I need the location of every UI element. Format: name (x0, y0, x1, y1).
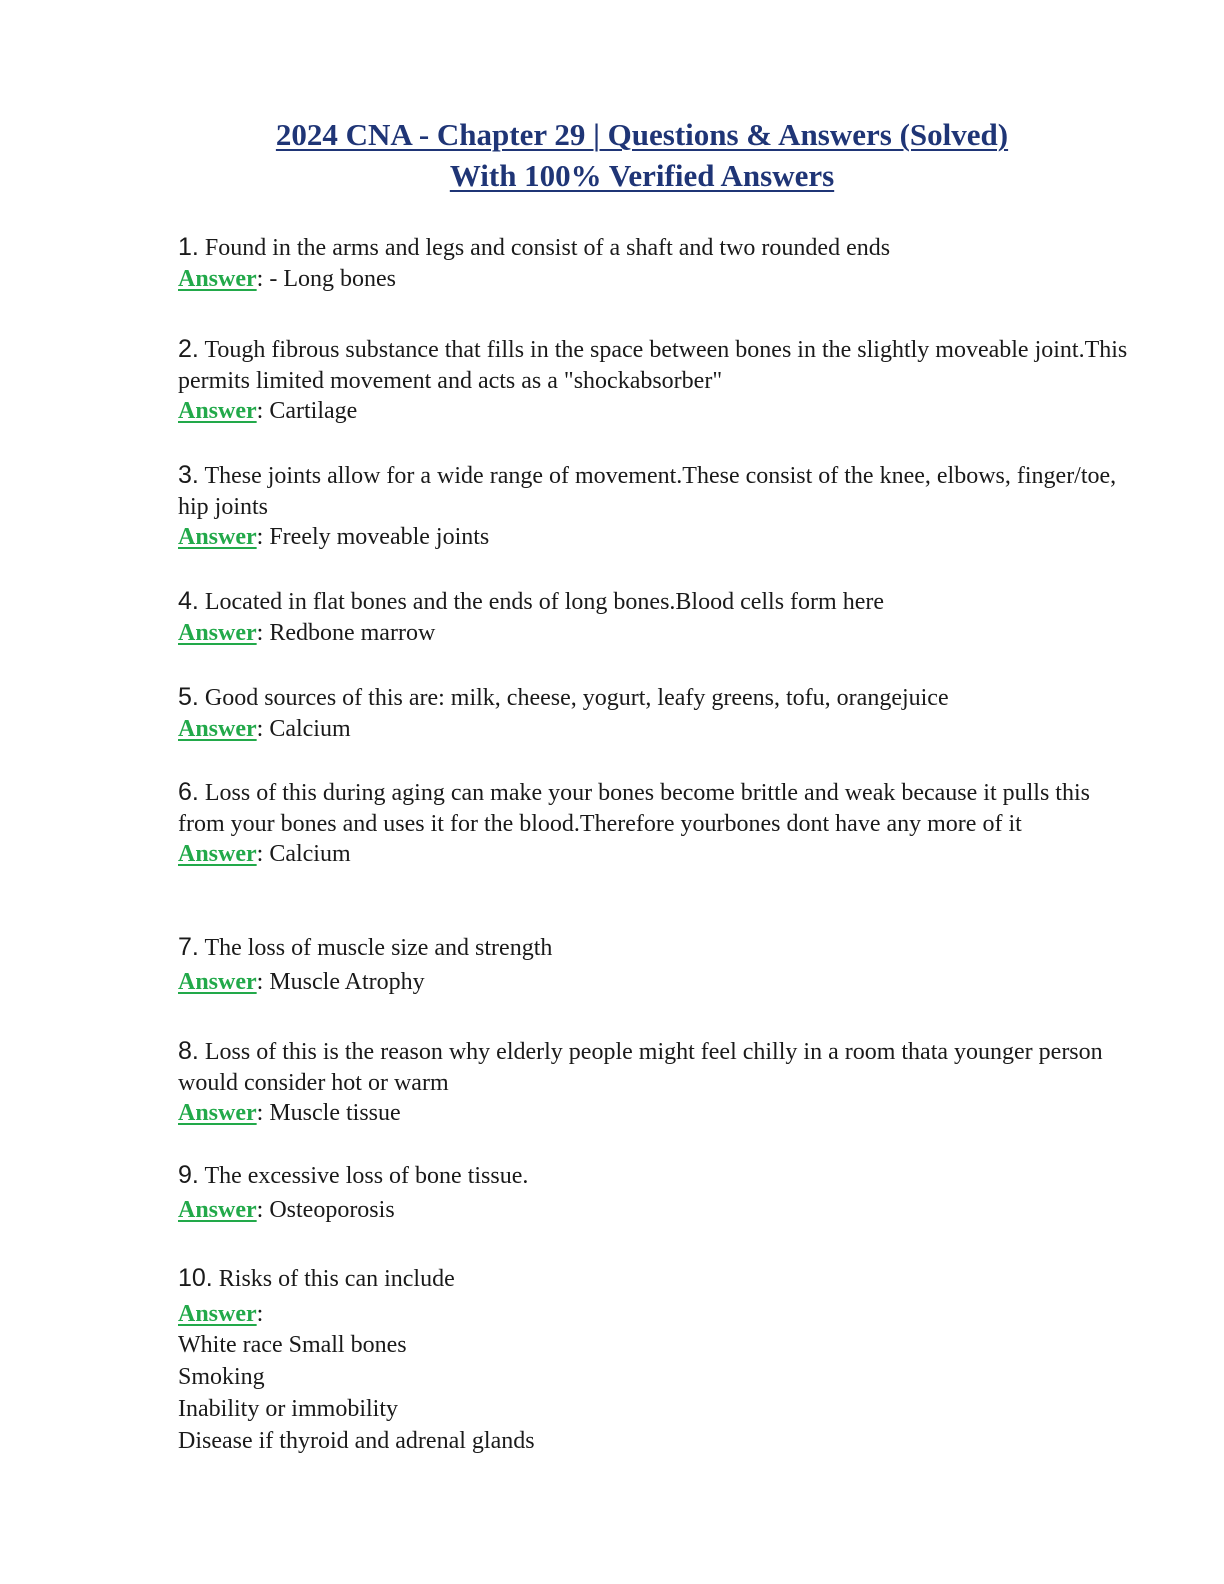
qa-item-9 (178, 1160, 1138, 1225)
question-number: 10. (178, 1264, 213, 1292)
answer-label: Answer (178, 524, 257, 551)
answer-label: Answer (178, 619, 257, 646)
question-number: 5. (178, 683, 199, 711)
question-text: The excessive loss of bone tissue. (204, 1163, 529, 1189)
question (178, 1160, 1138, 1192)
answer (178, 1195, 1138, 1226)
answer-list-item: Smoking (178, 1364, 265, 1391)
question (178, 586, 1138, 618)
title-line-1: 2024 CNA - Chapter 29 | Questions & Answers (Solved) (275, 117, 1009, 152)
question (178, 460, 1138, 522)
answer-list-item: White race Small bones (178, 1332, 407, 1359)
answer-text: : Calcium (256, 841, 351, 868)
qa-item-2 (178, 334, 1138, 427)
answer-text: : Muscle Atrophy (256, 968, 425, 995)
answer (178, 522, 1138, 553)
answer-list-item: Disease if thyroid and adrenal glands (178, 1428, 535, 1455)
question (178, 232, 1138, 264)
question (178, 1036, 1138, 1098)
answer (178, 839, 1138, 870)
question (178, 932, 1138, 964)
question (178, 334, 1138, 396)
answer-text: : Osteoporosis (256, 1196, 395, 1223)
answer-text: : Cartilage (256, 398, 358, 425)
answer-text: : (256, 1300, 264, 1327)
question (178, 1263, 1138, 1295)
question-number: 6. (178, 778, 199, 806)
question-number: 8. (178, 1037, 199, 1065)
question-text: Tough fibrous substance that fills in the space between bones in the slightly moveable joint.This permits limited movement and acts as a "shockabsorber" (178, 337, 1128, 394)
question-text: These joints allow for a wide range of movement.These consist of the knee, elbows, finger/toe, hip joints (178, 463, 1117, 520)
question (178, 777, 1138, 839)
question-number: 2. (178, 335, 199, 363)
answer-label: Answer (178, 841, 257, 868)
qa-item-8 (178, 1036, 1138, 1129)
question-text: Found in the arms and legs and consist of a shaft and two rounded ends (204, 235, 891, 261)
question-number: 1. (178, 233, 199, 261)
question-text: Loss of this is the reason why elderly people might feel chilly in a room thata younger person would consider hot or warm (178, 1039, 1103, 1096)
answer-label: Answer (178, 1300, 257, 1327)
answer-label: Answer (178, 265, 257, 292)
answer-text: : Calcium (256, 715, 351, 742)
answer-label: Answer (178, 715, 257, 742)
answer-label: Answer (178, 1196, 257, 1223)
answer-label: Answer (178, 1100, 257, 1127)
question-number: 7. (178, 933, 199, 961)
answer-text: : Muscle tissue (256, 1100, 401, 1127)
title-line-2: With 100% Verified Answers (449, 158, 835, 193)
question-number: 4. (178, 587, 199, 615)
question-text: Loss of this during aging can make your bones become brittle and weak because it pulls this from your bones and uses it for the blood.Therefore yourbones dont have any more of it (178, 780, 1090, 837)
qa-item-1 (178, 232, 1138, 294)
answer-text: : Freely moveable joints (256, 524, 490, 551)
answer (178, 396, 1138, 427)
question-number: 9. (178, 1161, 199, 1189)
answer (178, 714, 1138, 745)
answer-list-item: Inability or immobility (178, 1396, 398, 1423)
qa-item-4 (178, 586, 1138, 648)
answer (178, 264, 1138, 295)
question-text: Located in flat bones and the ends of long bones.Blood cells form here (204, 589, 885, 615)
document-title (120, 114, 1164, 196)
question-text: Good sources of this are: milk, cheese, yogurt, leafy greens, tofu, orangejuice (204, 685, 949, 711)
qa-item-5 (178, 682, 1138, 744)
answer (178, 967, 1138, 998)
question (178, 682, 1138, 714)
answer (178, 1098, 1138, 1129)
qa-item-7 (178, 932, 1138, 997)
answer (178, 1299, 1138, 1330)
qa-item-3 (178, 460, 1138, 553)
answer-label: Answer (178, 398, 257, 425)
answer-list (178, 1329, 1138, 1457)
question-text: The loss of muscle size and strength (204, 935, 553, 961)
question-text: Risks of this can include (218, 1266, 455, 1292)
qa-item-6 (178, 777, 1138, 870)
question-number: 3. (178, 461, 199, 489)
qa-item-10 (178, 1263, 1138, 1457)
answer-label: Answer (178, 968, 257, 995)
answer (178, 618, 1138, 649)
answer-text: : - Long bones (256, 265, 396, 292)
answer-text: : Redbone marrow (256, 619, 436, 646)
